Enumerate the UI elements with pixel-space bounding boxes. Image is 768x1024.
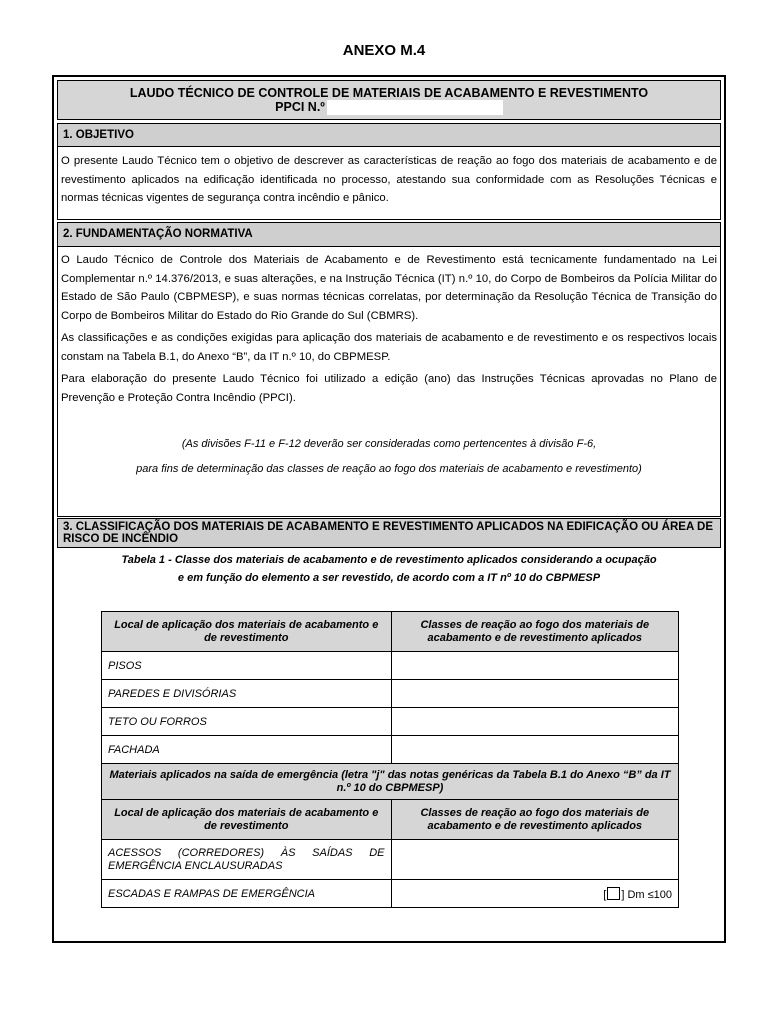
division-note-line-1: (As divisões F-11 e F-12 deverão ser consideradas como pertencentes à divisão F-6, [181,438,597,450]
division-note-line-2: para fins de determinação das classes de reação ao fogo dos materiais de acabamento e revestimento) [136,463,642,475]
section-2-body [57,247,721,517]
materials-classification-table [101,611,679,908]
row-label-corridors: ACESSOS (CORREDORES) ÀS SAÍDAS DE EMERGÊNCIA ENCLAUSURADAS [102,840,392,880]
ppci-number-field[interactable] [327,100,503,115]
class-column-header: Classes de reação ao fogo dos materiais de acabamento e de revestimento aplicados [391,612,678,652]
ppci-label: PPCI N.º [275,100,325,114]
report-title-box [57,80,721,120]
location-column-header-2: Local de aplicação dos materiais de acabamento e de revestimento [102,800,392,840]
corridors-class-field[interactable] [391,840,678,880]
report-title: LAUDO TÉCNICO DE CONTROLE DE MATERIAIS DE ACABAMENTO E REVESTIMENTO [129,86,649,100]
ppci-line [275,100,503,115]
normative-paragraph-2: As classificações e as condições exigidas para aplicação dos materiais de acabamento e de revestimento e os respectivos locais constam na Tabela B.1, do Anexo “B”, da IT n.º 10, do CBPMESP. [61,332,717,363]
row-label-walls: PAREDES E DIVISÓRIAS [102,680,392,708]
table-caption-line-2: e em função do elemento a ser revestido, de acordo com a IT nº 10 do CBPMESP [177,572,601,584]
table-row [102,880,679,908]
row-label-ceiling: TETO OU FORROS [102,708,392,736]
dm-label: Dm ≤100 [627,888,672,901]
row-label-stairs-ramps: ESCADAS E RAMPAS DE EMERGÊNCIA [102,880,392,908]
section-1-body [57,147,721,220]
class-column-header-2: Classes de reação ao fogo dos materiais de acabamento e de revestimento aplicados [391,800,678,840]
floors-class-field[interactable] [391,652,678,680]
row-label-facade: FACHADA [102,736,392,764]
table-row [102,652,679,680]
location-column-header: Local de aplicação dos materiais de acabamento e de revestimento [102,612,392,652]
table-header-row-2 [102,800,679,840]
table-row [102,680,679,708]
table-row [102,840,679,880]
table-row [102,736,679,764]
annex-title: ANEXO M.4 [342,42,426,59]
table-row [102,708,679,736]
section-2-heading: 2. FUNDAMENTAÇÃO NORMATIVA [57,222,721,247]
normative-paragraph-1: O Laudo Técnico de Controle dos Materiais de Acabamento e de Revestimento está tecnicamente fundamentado na Lei Complementar n.º 14.376/2013, e suas alterações, e na Instrução Técnica (IT) n.º 10, do Corpo de Bombeiros da Polícia Militar do Estado de São Paulo (CBPMESP), e suas normas técnicas correlatas, por determinação da Resolução Técnica de Transição do Corpo de Bombeiros Militar do Estado do Rio Grande do Sul (CBMRS). [61,254,717,322]
table-header-row [102,612,679,652]
dm-checkbox[interactable] [607,887,620,900]
section-1-heading: 1. OBJETIVO [57,123,721,147]
emergency-exit-subheader: Materiais aplicados na saída de emergência (letra "j" das notas genéricas da Tabela B.1 do Anexo “B” da IT n.º 10 do CBPMESP) [102,764,679,800]
ceiling-class-field[interactable] [391,708,678,736]
section-3-heading: 3. CLASSIFICAÇÃO DOS MATERIAIS DE ACABAMENTO E REVESTIMENTO APLICADOS NA EDIFICAÇÃO OU ÁREA DE RISCO DE INCÊNDIO [57,518,721,548]
stairs-ramps-class-cell: [ ] Dm ≤100 [391,880,678,908]
walls-class-field[interactable] [391,680,678,708]
objective-text: O presente Laudo Técnico tem o objetivo de descrever as características de reação ao fogo dos materiais de acabamento e de revestimento aplicados na edificação identificada no processo, atestando sua conformidade com as Resoluções Técnicas e normas técnicas vigentes de segurança contra incêndio e pânico. [61,155,717,204]
table-caption-line-1: Tabela 1 - Classe dos materiais de acabamento e de revestimento aplicados considerando a ocupação [121,554,657,566]
normative-paragraph-3: Para elaboração do presente Laudo Técnico foi utilizado a edição (ano) das Instruções Técnicas aprovadas no Plano de Prevenção e Proteção Contra Incêndio (PPCI). [61,373,717,404]
row-label-floors: PISOS [102,652,392,680]
emergency-exit-subheader-row [102,764,679,800]
facade-class-field[interactable] [391,736,678,764]
